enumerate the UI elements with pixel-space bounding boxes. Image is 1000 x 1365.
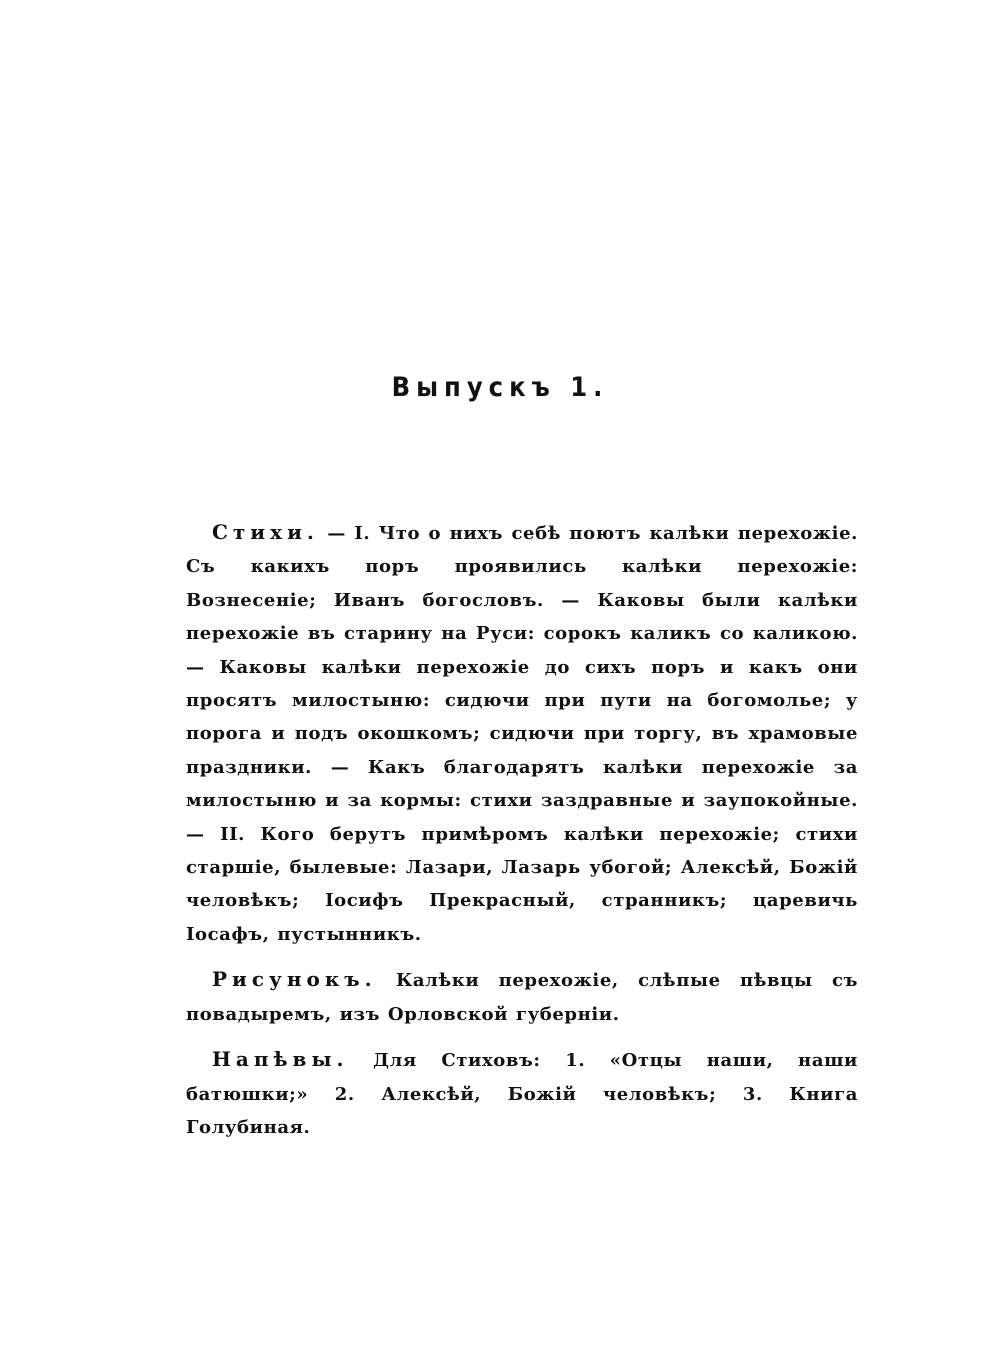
picture-text: Калѣки перехожіе, слѣпые пѣвцы съ повадыремъ, изъ Орловской губерніи. — [186, 970, 858, 1025]
issue-title: Выпускъ 1. — [391, 372, 609, 403]
contents-section — [186, 516, 858, 1144]
tunes-paragraph — [186, 1043, 858, 1144]
picture-heading: Рисунокъ. — [212, 967, 377, 992]
picture-paragraph — [186, 963, 858, 1031]
tunes-heading: Напѣвы. — [212, 1047, 349, 1072]
verses-paragraph — [186, 516, 858, 951]
tunes-text: Для Стиховъ: 1. «Отцы наши, наши батюшки;» 2. Алексѣй, Божій человѣкъ; 3. Книга Голубиная. — [186, 1050, 858, 1138]
verses-heading: Стихи. — [212, 520, 319, 544]
verses-text: — I. Что о нихъ себѣ поютъ калѣки перехожіе. Съ какихъ поръ проявились калѣки перехожіе: Вознесеніе; Иванъ богословъ. — Каковы были калѣки перехожіе въ старину на Руси: сорокъ каликъ со каликою. — Каковы калѣки перехожіе до сихъ поръ и какъ они просятъ милостыню: сидючи при пути на богомолье; у порога и подъ окошкомъ; сидючи при торгу, въ храмовые праздники. — Какъ благодарятъ калѣки перехожіе за милостыню и за кормы: стихи заздравные и заупокойные. — II. Кого берутъ примѣромъ калѣки перехожіе; стихи старшіе, былевые: Лазари, Лазарь убогой; Алексѣй, Божій человѣкъ; Іосифъ Прекрасный, странникъ; царевичь Іосафъ, пустынникъ. — [186, 523, 858, 945]
